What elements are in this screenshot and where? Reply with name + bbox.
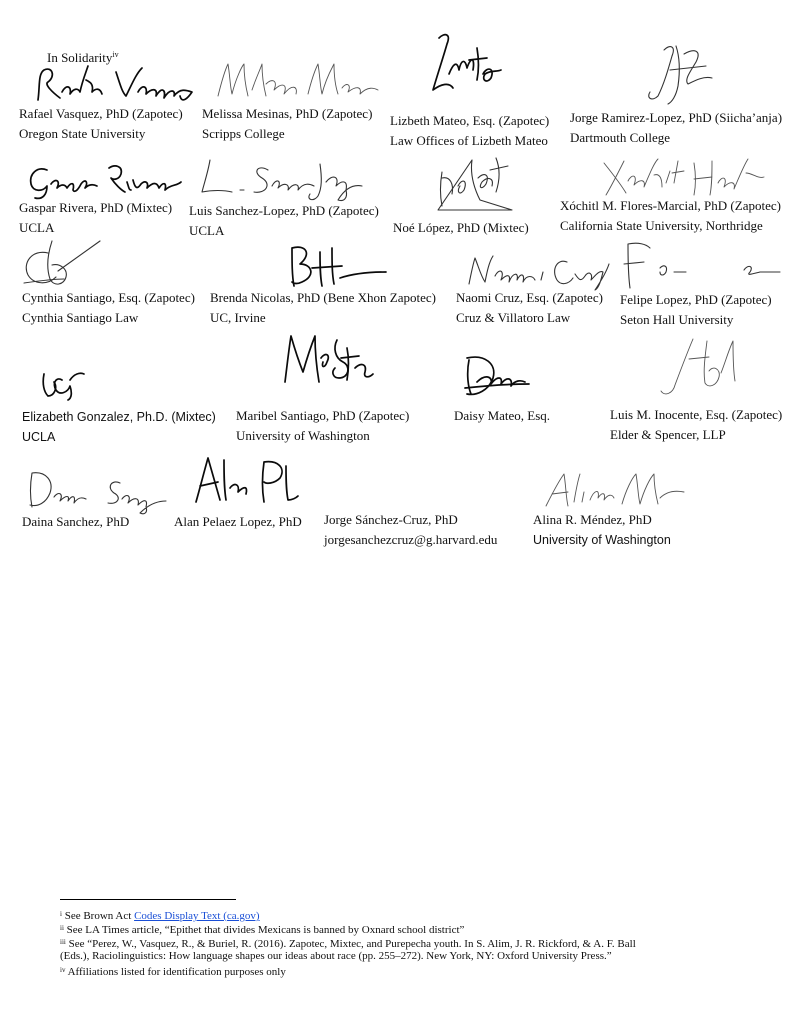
signatory-name: Jorge Sánchez-Cruz, PhD	[324, 512, 458, 527]
signatory-name: Daina Sanchez, PhD	[22, 514, 130, 529]
signatory-affiliation: UC, Irvine	[210, 310, 266, 325]
signatory-affiliation: Cruz & Villatoro Law	[456, 310, 571, 325]
signatory-affiliation: UCLA	[22, 430, 56, 444]
signatory-name: Lizbeth Mateo, Esq. (Zapotec)	[390, 113, 550, 128]
signatory-name: Felipe Lopez, PhD (Zapotec)	[620, 292, 772, 307]
signatory-name: Brenda Nicolas, PhD (Bene Xhon Zapotec)	[210, 290, 436, 305]
signature-elizabeth-gonzalez	[38, 366, 88, 400]
signatory-name: Alina R. Méndez, PhD	[533, 512, 652, 527]
signatory-affiliation: Dartmouth College	[570, 130, 671, 145]
closing-text: In Solidarity	[47, 50, 113, 65]
signature-alan-pelaez-lopez	[190, 452, 300, 508]
signatory-name: Jorge Ramirez-Lopez, PhD (Siicha’anja)	[570, 110, 783, 125]
signatory-affiliation: Cynthia Santiago Law	[22, 310, 139, 325]
signatory-name: Rafael Vasquez, PhD (Zapotec)	[19, 106, 183, 121]
signatory-affiliation: Oregon State University	[19, 126, 146, 141]
signatory-affiliation: University of Washington	[533, 533, 671, 547]
signatory-affiliation: UCLA	[189, 223, 225, 238]
signatory-affiliation: Law Offices of Lizbeth Mateo	[390, 133, 548, 148]
signatory-name: Melissa Mesinas, PhD (Zapotec)	[202, 106, 373, 121]
signatory-affiliation: University of Washington	[236, 428, 370, 443]
signatory-affiliation: Seton Hall University	[620, 312, 734, 327]
signature-jorge-ramirez-lopez	[640, 40, 720, 110]
signature-rafael-vasquez	[30, 62, 200, 106]
signature-brenda-nicolas	[282, 242, 392, 290]
footnote-continuation	[60, 950, 612, 963]
signature-alina-mendez	[540, 468, 690, 510]
signature-felipe-lopez	[620, 240, 790, 294]
signatory-name: Gaspar Rivera, PhD (Mixtec)	[19, 200, 173, 215]
signature-daina-sanchez	[22, 465, 172, 515]
footnote-separator	[60, 899, 236, 900]
signature-daisy-mateo	[455, 350, 535, 402]
footnote-marker: i	[60, 910, 62, 918]
signatory-affiliation: California State University, Northridge	[560, 218, 763, 233]
signatory-name: Maribel Santiago, PhD (Zapotec)	[236, 408, 410, 423]
footnote	[60, 936, 636, 951]
signatory-affiliation: UCLA	[19, 220, 55, 235]
signature-gaspar-rivera	[25, 160, 185, 200]
signatory-name: Cynthia Santiago, Esq. (Zapotec)	[22, 290, 195, 305]
signatory-name: Daisy Mateo, Esq.	[454, 408, 551, 423]
signatory-name: Alan Pelaez Lopez, PhD	[174, 514, 302, 529]
signatory-email: jorgesanchezcruz@g.harvard.edu	[324, 532, 498, 547]
signatory-name: Naomi Cruz, Esq. (Zapotec)	[456, 290, 603, 305]
footnote-text: Affiliations listed for identification purposes only	[65, 966, 286, 978]
footnote-text: See Brown Act	[61, 910, 135, 922]
footnote-text: (Eds.), Raciolinguistics: How language shapes our ideas about race (pp. 255–272). New York, NY: Oxford University Press.”	[60, 950, 612, 962]
signatory-affiliation: Scripps College	[202, 126, 285, 141]
signature-naomi-cruz	[463, 250, 613, 290]
signature-luis-inocente	[653, 333, 743, 403]
footnote	[60, 922, 464, 937]
signatory-name: Xóchitl M. Flores-Marcial, PhD (Zapotec)	[560, 198, 781, 213]
signature-luis-sanchez-lopez	[196, 156, 376, 204]
footnote-marker: iv	[60, 966, 66, 974]
footnote-text: See LA Times article, “Epithet that divides Mexicans is banned by Oxnard school district”	[63, 924, 465, 936]
signature-maribel-santiago	[277, 328, 377, 390]
footnote-link[interactable]: Codes Display Text (ca.gov)	[134, 910, 260, 922]
signatory-name: Luis Sanchez-Lopez, PhD (Zapotec)	[189, 203, 379, 218]
footnote	[60, 964, 286, 979]
signature-noe-lopez	[428, 148, 518, 218]
signatory-name: Noé López, PhD (Mixtec)	[393, 220, 529, 235]
footnote	[60, 908, 260, 923]
signatory-name: Elizabeth Gonzalez, Ph.D. (Mixtec)	[22, 410, 216, 424]
signature-cynthia-santiago	[18, 233, 108, 293]
footnote-ref: iv	[112, 50, 119, 59]
signatory-affiliation: Elder & Spencer, LLP	[610, 427, 726, 442]
footnote-text: See “Perez, W., Vasquez, R., & Buriel, R. (2016). Zapotec, Mixtec, and Purepecha youth. In S. Alim, J. R. Rickford, & A. F. Ball	[65, 938, 636, 950]
footnote-marker: iii	[60, 938, 66, 946]
signatory-name: Luis M. Inocente, Esq. (Zapotec)	[610, 407, 783, 422]
footnote-marker: ii	[60, 924, 64, 932]
signature-lizbeth-mateo	[425, 30, 505, 110]
signature-melissa-mesinas	[212, 60, 382, 104]
signature-xochitl-flores-marcial	[600, 153, 770, 199]
